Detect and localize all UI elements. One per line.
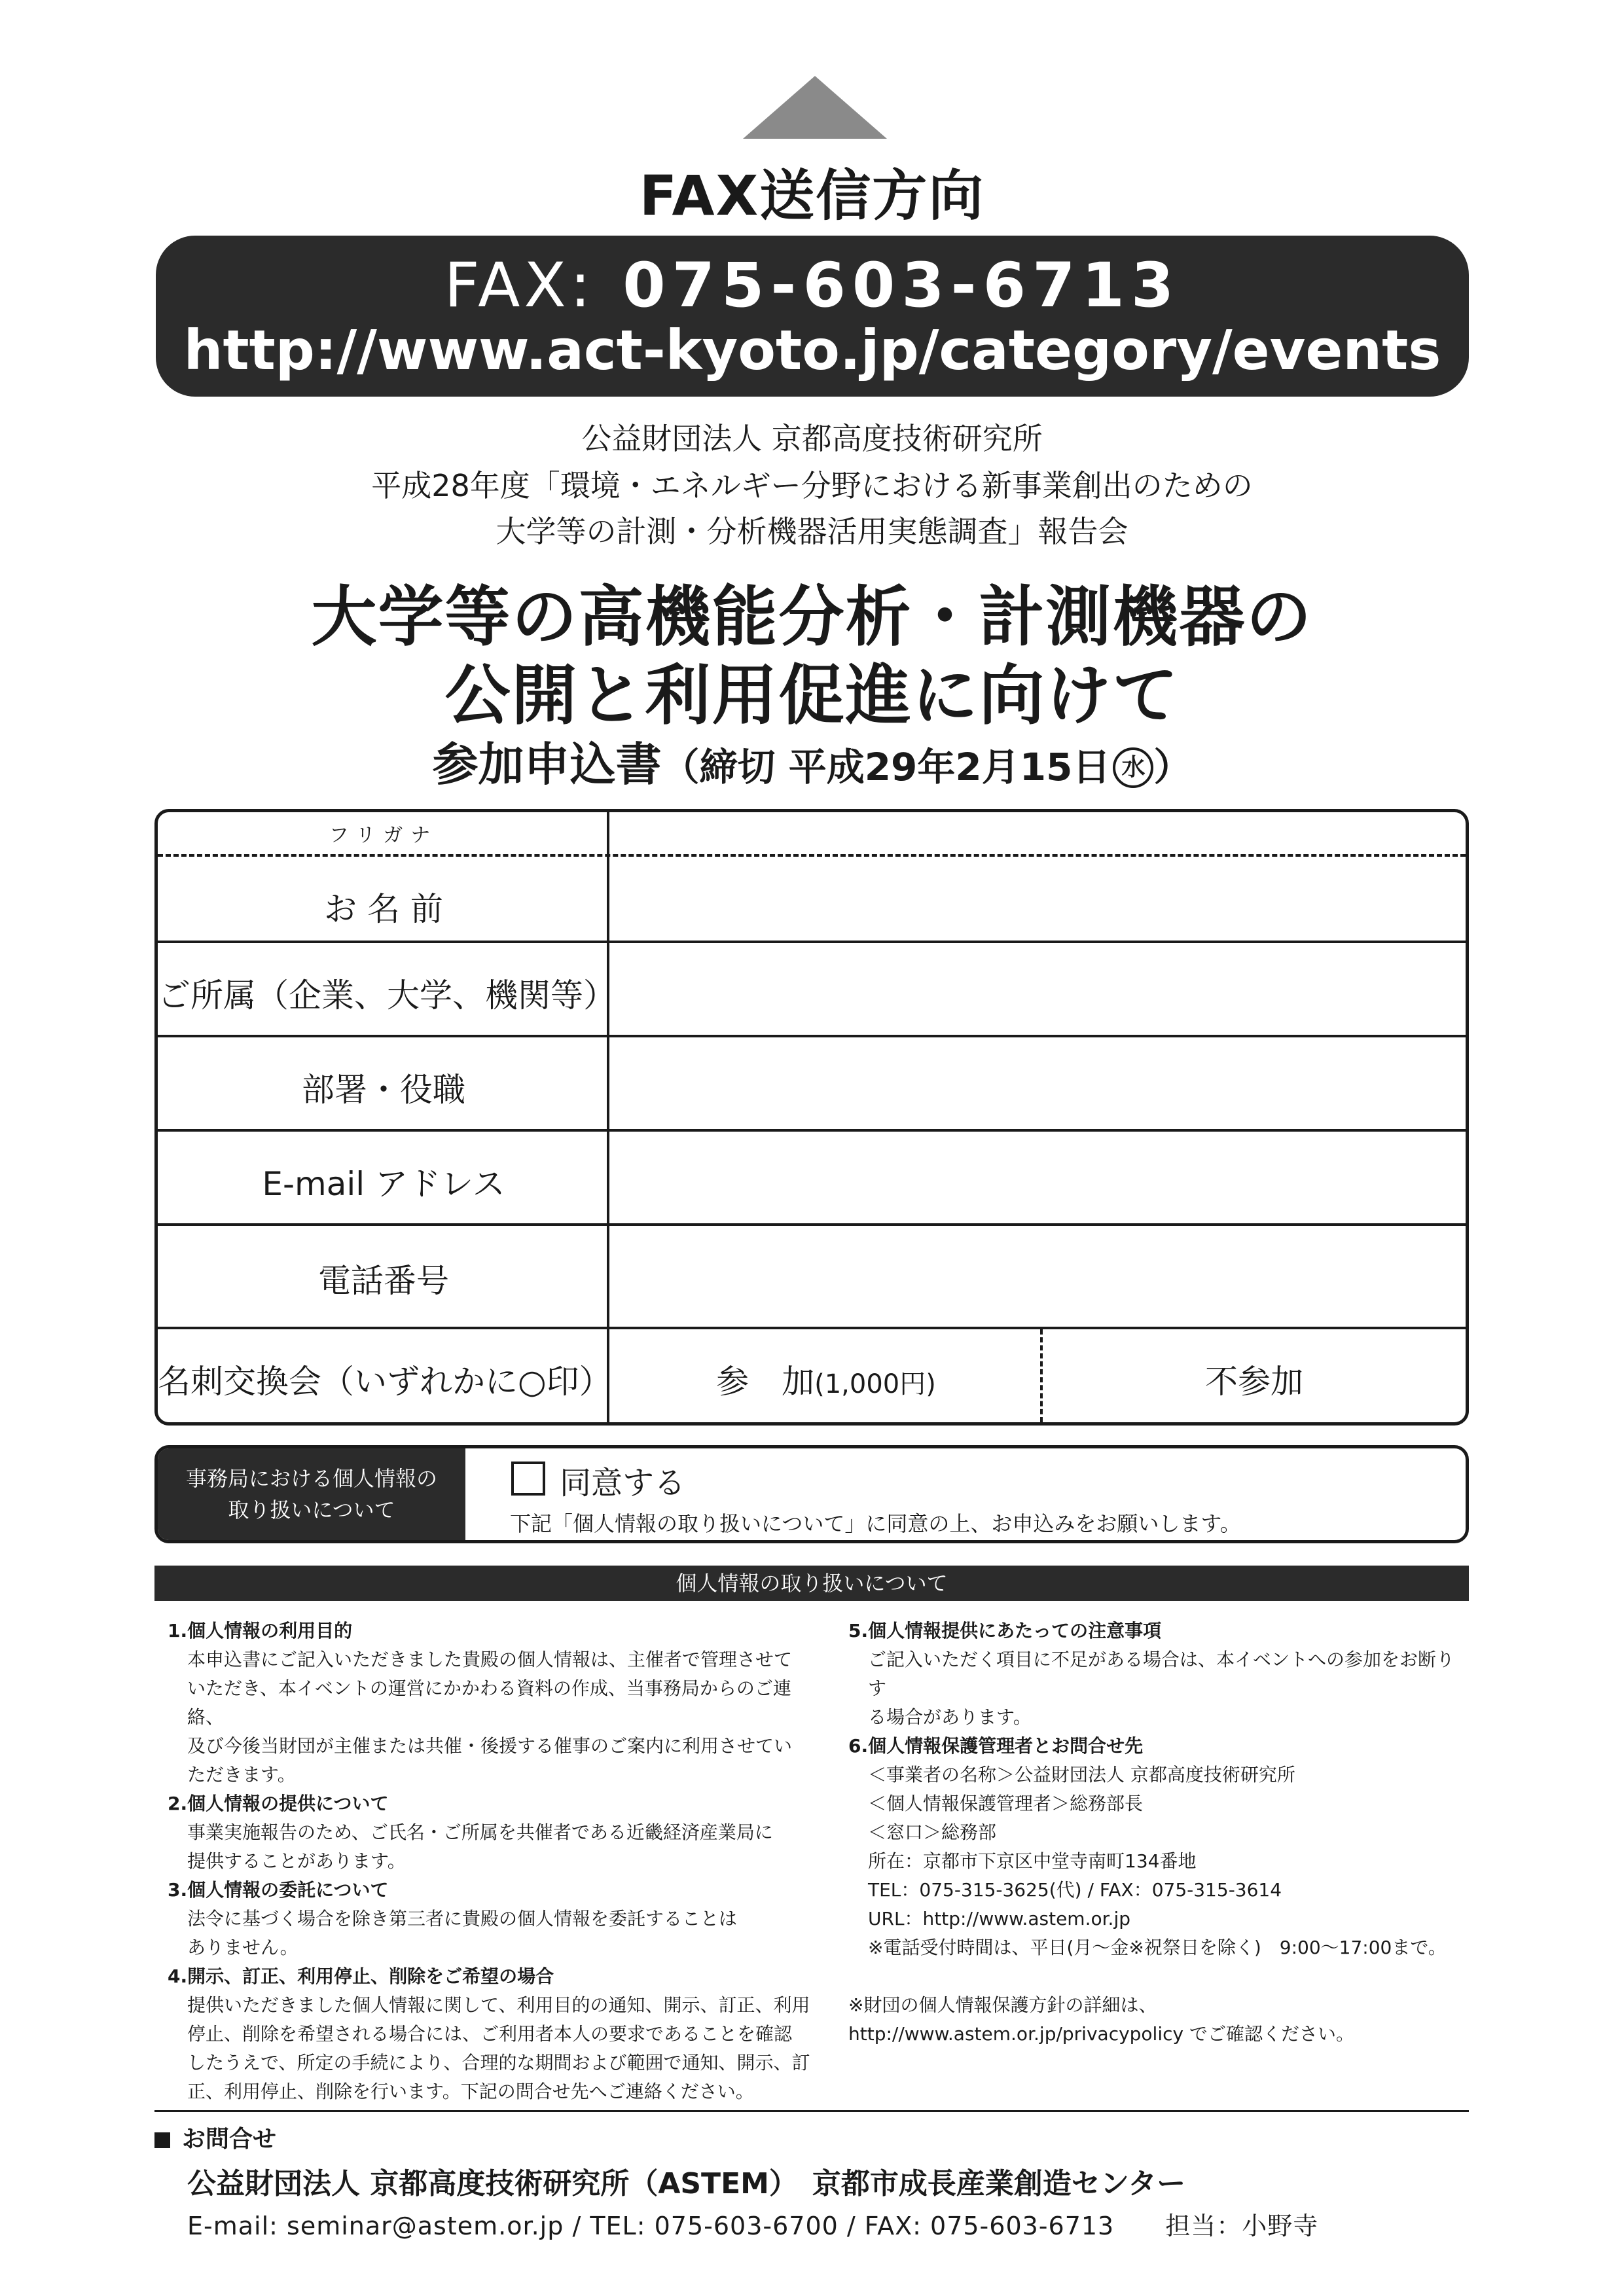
privacy-line: いただき、本イベントの運営にかかわる資料の作成、当事務局からのご連絡、	[187, 1677, 791, 1728]
privacy-line: 所在：京都市下京区中堂寺南町134番地	[868, 1850, 1197, 1872]
department-label: 部署・役職	[302, 1071, 465, 1109]
privacy-line: ご記入いただく項目に不足がある場合は、本イベントへの参加をお断りす	[868, 1649, 1455, 1699]
privacy-line: 提供いただきました個人情報に関して、利用目的の通知、開示、訂正、利用	[187, 1994, 810, 2016]
privacy-right-column	[848, 1617, 1464, 2049]
not-attend-option[interactable]: 不参加	[1205, 1363, 1303, 1401]
consent-label-line-1: 事務局における個人情報の	[185, 1466, 437, 1491]
phone-label: 電話番号	[318, 1262, 449, 1300]
spacer	[848, 1962, 1464, 1991]
privacy-line: 事業実施報告のため、ご氏名・ご所属を共催者である近畿経済産業局に	[187, 1821, 773, 1843]
attend-option[interactable]	[612, 1355, 1040, 1403]
email-label: E-mail アドレス	[262, 1165, 505, 1203]
privacy-heading: 4.開示、訂正、利用停止、削除をご希望の場合	[168, 1965, 554, 1987]
privacy-line: 本申込書にご記入いただきました貴殿の個人情報は、主催者で管理させて	[187, 1649, 793, 1670]
name-label: お 名 前	[324, 890, 443, 928]
privacy-line: 正、利用停止、削除を行います。下記の問合せ先へご連絡ください。	[187, 2081, 754, 2102]
email-input[interactable]	[612, 1132, 1466, 1222]
fax-direction-heading: FAX送信方向	[639, 164, 985, 228]
contact-heading-text: お問合せ	[182, 2126, 277, 2153]
privacy-line: TEL：075-315-3625(代) / FAX：075-315-3614	[868, 1879, 1282, 1901]
fax-banner	[156, 236, 1469, 397]
square-bullet-icon	[154, 2132, 170, 2148]
contact-divider	[154, 2110, 1469, 2112]
consent-label	[158, 1448, 465, 1540]
up-arrow-icon	[743, 76, 887, 139]
form-title-text: 参加申込書	[432, 738, 662, 791]
row-divider	[158, 1327, 1466, 1329]
consent-note: 下記「個人情報の取り扱いについて」に同意の上、お申込みをお願いします。	[510, 1511, 1241, 1536]
survey-line-1: 平成28年度「環境・エネルギー分野における新事業創出のための	[371, 468, 1253, 503]
affiliation-input[interactable]	[612, 943, 1466, 1033]
privacy-heading: 2.個人情報の提供について	[168, 1793, 389, 1814]
privacy-heading: 3.個人情報の委託について	[168, 1879, 389, 1901]
privacy-line: ＜窓口＞総務部	[868, 1821, 997, 1843]
contact-heading	[154, 2121, 276, 2154]
privacy-line: 停止、削除を希望される場合には、ご利用者本人の要求であることを確認	[187, 2023, 793, 2045]
fax-number-line	[156, 250, 1469, 321]
event-title-line-1: 大学等の高機能分析・計測機器の	[311, 579, 1313, 655]
privacy-line: URL：http://www.astem.or.jp	[868, 1908, 1131, 1929]
furigana-divider	[158, 854, 1466, 857]
attend-fee: (1,000円)	[814, 1369, 936, 1399]
privacy-left-column	[168, 1617, 822, 2106]
privacy-line: ＜個人情報保護管理者＞総務部長	[868, 1793, 1144, 1814]
privacy-line: したうえで、所定の手続により、合理的な期間および範囲で通知、開示、訂	[187, 2052, 810, 2073]
privacy-section-title: 個人情報の取り扱いについて	[154, 1566, 1469, 1601]
fax-label: FAX:	[444, 250, 595, 321]
organizer: 公益財団法人 京都高度技術研究所	[581, 421, 1043, 456]
furigana-input[interactable]	[612, 812, 1466, 853]
attend-text: 参 加	[716, 1363, 815, 1401]
registration-form	[154, 809, 1469, 1426]
privacy-heading: 5.個人情報提供にあたっての注意事項	[848, 1620, 1162, 1641]
weekday-circle: 水	[1113, 747, 1153, 788]
agree-label: 同意する	[560, 1465, 686, 1501]
privacy-line: る場合があります。	[868, 1706, 1032, 1728]
privacy-line: ＜事業者の名称＞公益財団法人 京都高度技術研究所	[868, 1764, 1295, 1785]
deadline-text: （締切 平成29年2月15日	[661, 745, 1111, 789]
department-input[interactable]	[612, 1037, 1466, 1128]
deadline-close: ）	[1153, 745, 1192, 789]
privacy-line: 提供することがあります。	[187, 1850, 406, 1872]
contact-info: E-mail: seminar@astem.or.jp / TEL: 075-603-6700 / FAX: 075-603-6713 担当：小野寺	[187, 2212, 1319, 2240]
privacy-line: 及び今後当財団が主催または共催・後援する催事のご案内に利用させてい	[187, 1735, 793, 1757]
privacy-heading: 6.個人情報保護管理者とお問合せ先	[848, 1735, 1144, 1757]
consent-label-line-2: 取り扱いについて	[228, 1498, 395, 1522]
policy-line-2[interactable]: http://www.astem.or.jp/privacypolicy でご確認ください。	[848, 2023, 1354, 2045]
survey-line-2: 大学等の計測・分析機器活用実態調査」報告会	[496, 514, 1128, 549]
privacy-line: ありません。	[187, 1937, 298, 1958]
policy-line-1: ※財団の個人情報保護方針の詳細は、	[848, 1994, 1157, 2016]
affiliation-label: ご所属（企業、大学、機関等）	[158, 977, 616, 1014]
event-title-line-2: 公開と利用促進に向けて	[444, 657, 1180, 734]
privacy-line: ただきます。	[187, 1764, 296, 1785]
privacy-line: 法令に基づく場合を除き第三者に貴殿の個人情報を委託することは	[187, 1908, 738, 1929]
name-input[interactable]	[612, 858, 1466, 939]
privacy-heading: 1.個人情報の利用目的	[168, 1620, 353, 1641]
fax-number: 075-603-6713	[623, 250, 1181, 321]
phone-input[interactable]	[612, 1226, 1466, 1325]
privacy-line: ※電話受付時間は、平日(月～金※祝祭日を除く) 9:00～17:00まで。	[868, 1937, 1447, 1958]
form-title	[0, 728, 1624, 794]
consent-box	[154, 1445, 1469, 1543]
exchange-label: 名刺交換会（いずれかに○印）	[158, 1363, 612, 1401]
agree-checkbox[interactable]	[511, 1462, 545, 1496]
furigana-label: フリガナ	[329, 824, 439, 847]
contact-organization: 公益財団法人 京都高度技術研究所（ASTEM） 京都市成長産業創造センター	[187, 2167, 1186, 2200]
event-url[interactable]: http://www.act-kyoto.jp/category/events	[183, 318, 1441, 382]
